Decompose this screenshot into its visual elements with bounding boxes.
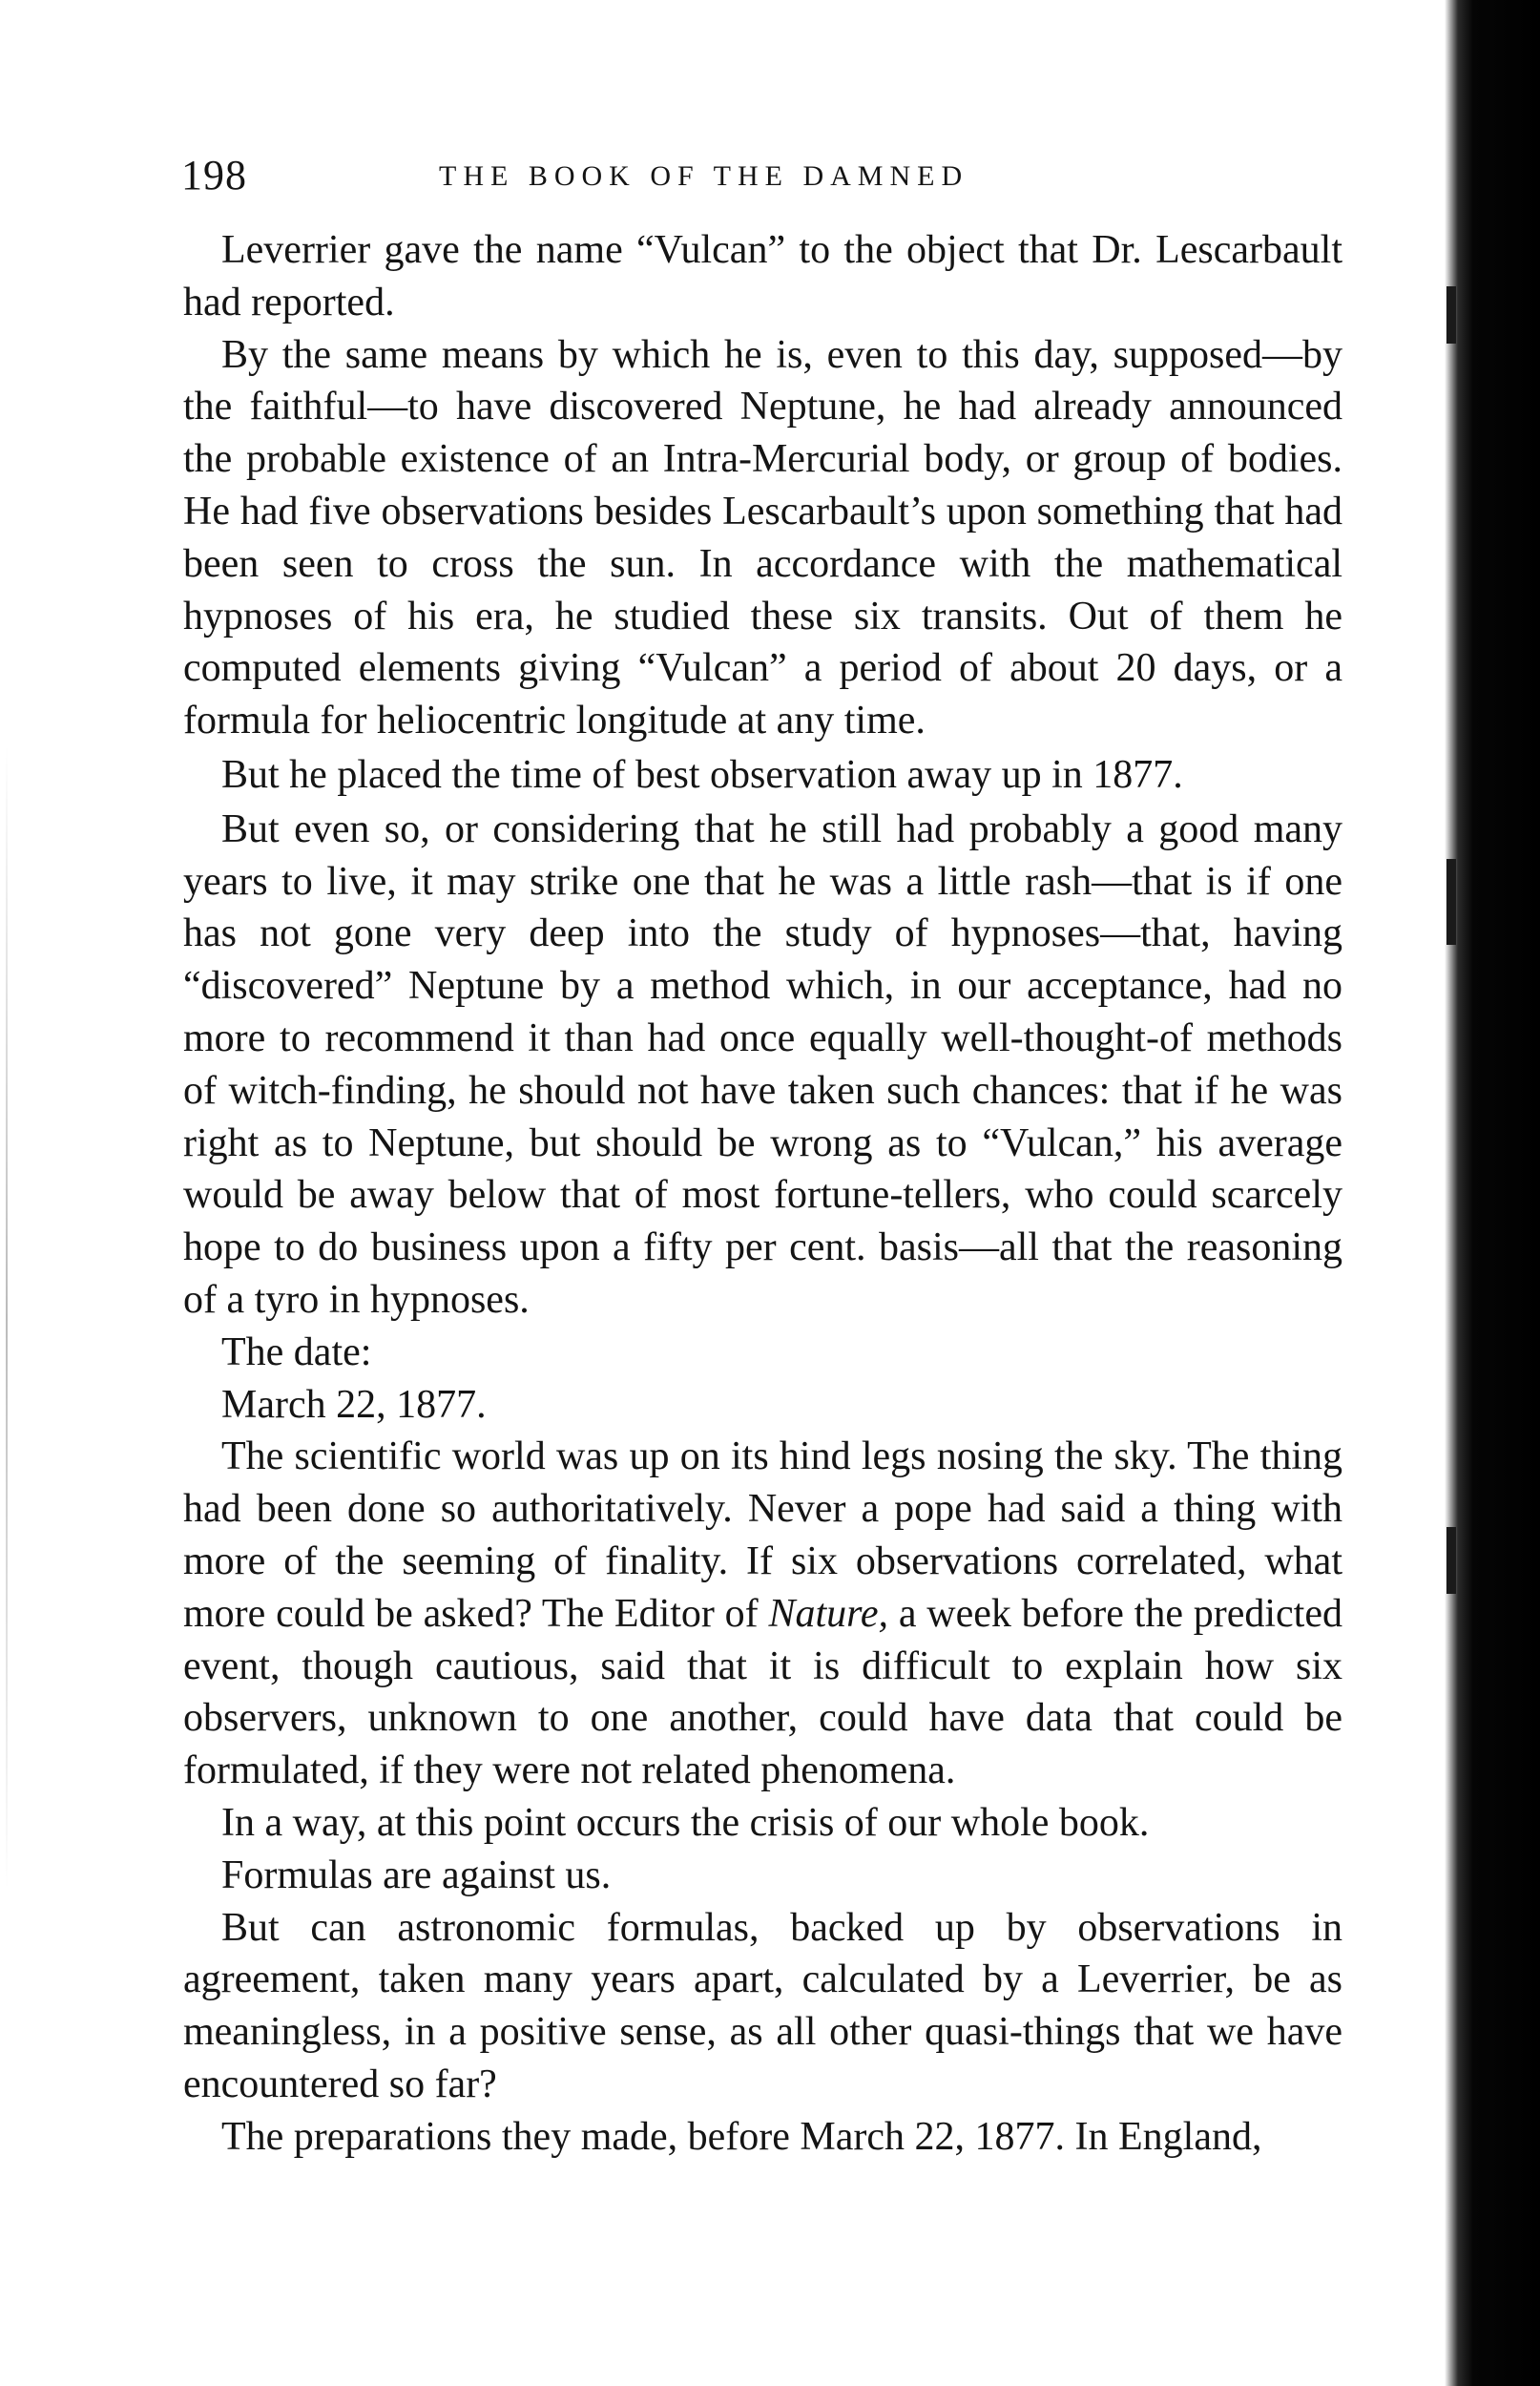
binding-shadow — [6, 744, 8, 1890]
scan-artifact — [1446, 859, 1456, 945]
paragraph-text: The scientific world was up on its hind legs nosing the sky. The thing had been done so authoritatively. Never a pope had said a thing with more of the seeming of finality. If six observations correlated, what more could be asked? The Editor of — [183, 1434, 1342, 1636]
page-number: 198 — [181, 152, 247, 199]
paragraph-text-continued: a week before the predicted event, though cautious, said that it is difficult to explain how six observers, unknown to one another, could have data that could be formulated, if they were not related phenomena. — [183, 1591, 1342, 1793]
body-text — [183, 224, 1342, 2163]
journal-title-italic: Nature, — [768, 1591, 889, 1636]
paragraph — [183, 1431, 1342, 1797]
paragraph: In a way, at this point occurs the crisis of our whole book. — [221, 1800, 1150, 1845]
scan-artifact — [1446, 1527, 1456, 1594]
paragraph: March 22, 1877. — [221, 1382, 487, 1427]
book-title: THE BOOK OF THE DAMNED — [439, 160, 969, 192]
paragraph: The preparations they made, before March 22, 1877. In England, — [221, 2114, 1262, 2159]
paragraph: Leverrier gave the name “Vulcan” to the object that Dr. Lescarbault had reported. — [183, 228, 1342, 324]
paragraph: But he placed the time of best observation away up in 1877. — [221, 752, 1183, 797]
running-head — [181, 151, 1355, 208]
paragraph: The date: — [221, 1329, 372, 1374]
paragraph: But even so, or considering that he still had probably a good many years to live, it may strike one that he was a little rash—that is if one has not gone very deep into the study of hypnoses—that, having “discovered” Neptune by a method which, in our acceptance, had no more to recommend it than had once equally well-thought-of methods of witch-finding, he should not have taken such chances: that if he was right as to Neptune, but should be wrong as to “Vulcan,” his average would be away below that of most fortune-tellers, who could scarcely hope to do business upon a fifty per cent. basis—all that the reasoning of a tyro in hypnoses. — [183, 806, 1342, 1322]
scan-artifact — [1446, 286, 1456, 344]
paragraph: But can astronomic formulas, backed up by observations in agreement, taken many years apart, calculated by a Leverrier, be as meaningless, in a positive sense, as all other quasi-things that we have encountered so far? — [183, 1905, 1342, 2106]
paragraph: By the same means by which he is, even to this day, supposed—by the faithful—to have discovered Neptune, he had already announced the probable existence of an Intra-Mercurial body, or group of bodies. He had five observations besides Lescarbault’s upon something that had been seen to cross the sun. In accordance with the mathematical hypnoses of his era, he studied these six transits. Out of them he computed elements giving “Vulcan” a period of about 20 days, or a formula for heliocentric longitude at any time. — [183, 332, 1342, 743]
paragraph: Formulas are against us. — [221, 1852, 612, 1897]
scan-edge-shadow — [1445, 0, 1540, 2386]
